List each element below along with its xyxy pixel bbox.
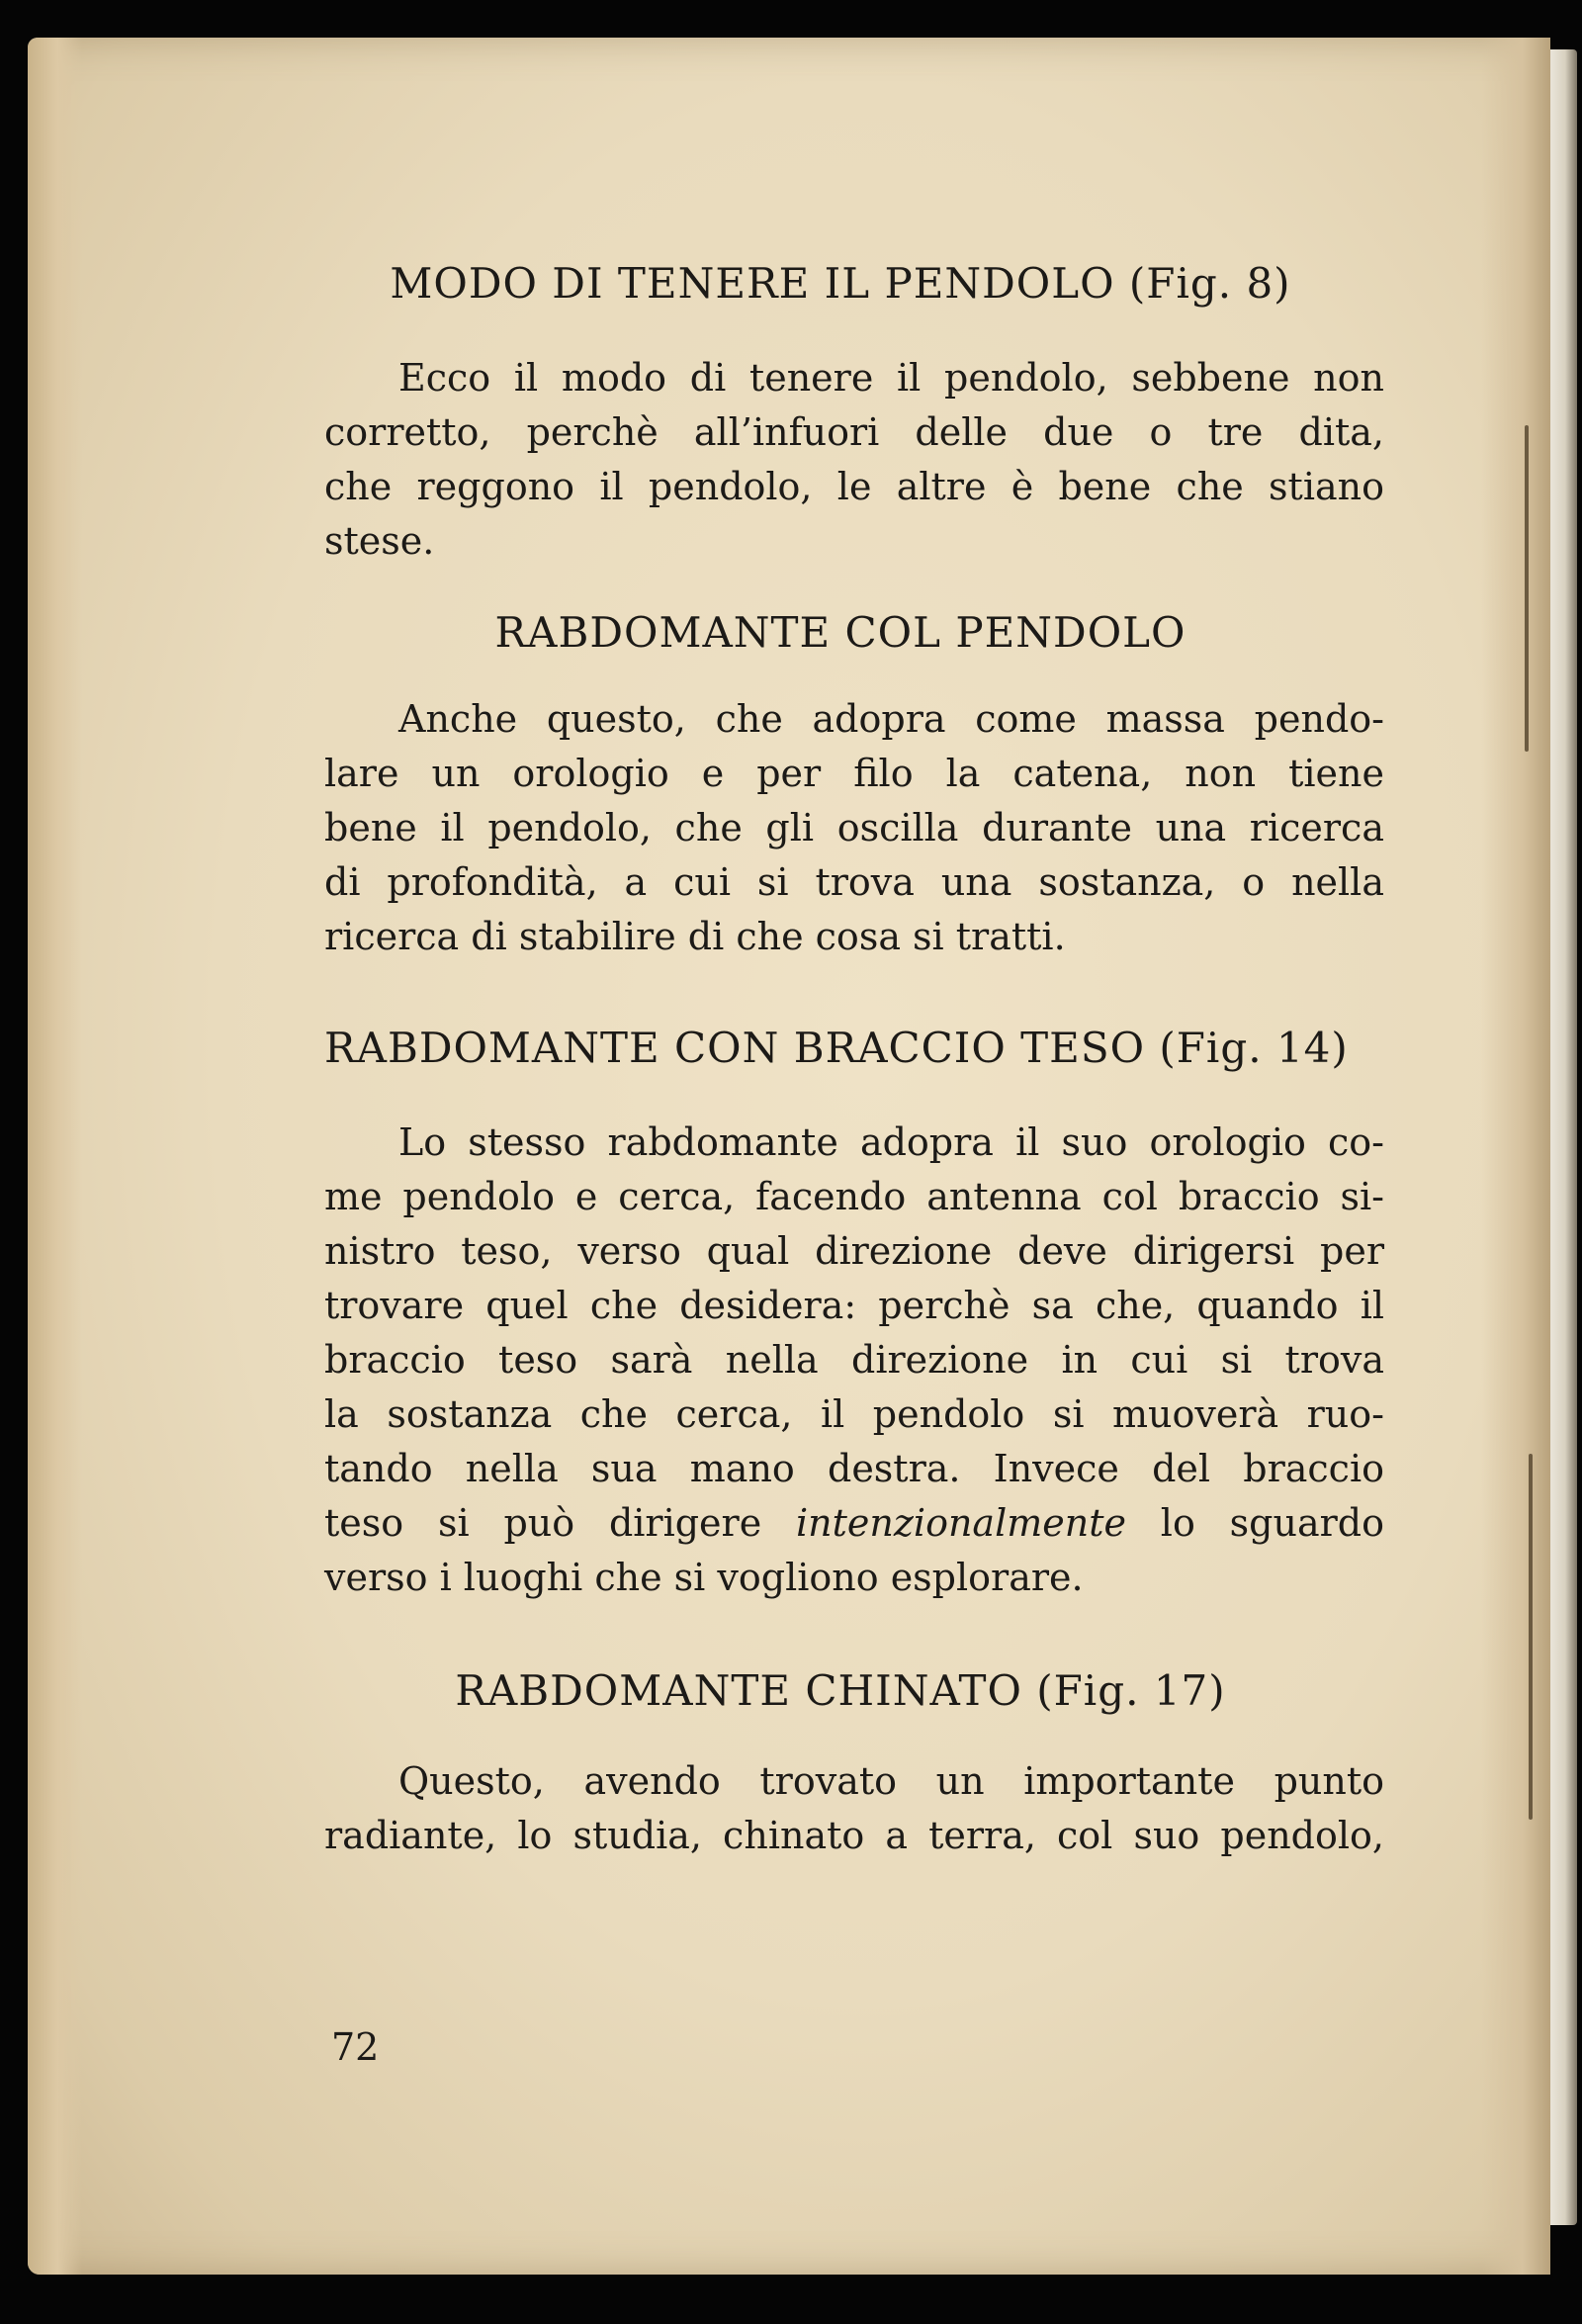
text-line <box>324 1496 1384 1551</box>
section-heading: RABDOMANTE CHINATO (Fig. 17) <box>455 1666 1226 1715</box>
paragraph <box>324 692 1384 964</box>
paragraph <box>324 1754 1384 1863</box>
text-fragment: lo sguardo <box>1125 1501 1384 1545</box>
italic-word: intenzionalmente <box>796 1501 1126 1545</box>
text-line: corretto, perchè all’infuori delle due o tre dita, <box>324 410 1384 454</box>
text-line: radiante, lo studia, chinato a terra, col suo pendolo, <box>324 1814 1384 1857</box>
text-line: Anche questo, che adopra come massa pendo- <box>398 697 1384 741</box>
text-line: bene il pendolo, che gli oscilla durante una ricerca <box>324 806 1384 849</box>
text-line: verso i luoghi che si vogliono esplorare. <box>324 1556 1084 1599</box>
text-line: Ecco il modo di tenere il pendolo, sebbene non <box>398 356 1384 400</box>
paragraph <box>324 1116 1384 1605</box>
text-line: lare un orologio e per filo la catena, non tiene <box>324 752 1384 795</box>
binding-thread <box>1529 1454 1533 1820</box>
binding-thread <box>1525 425 1529 752</box>
page-number: 72 <box>331 2025 380 2069</box>
text-line: che reggono il pendolo, le altre è bene che stiano <box>324 465 1384 508</box>
text-line: ricerca di stabilire di che cosa si tratti. <box>324 915 1066 958</box>
text-line: nistro teso, verso qual direzione deve dirigersi per <box>324 1229 1384 1273</box>
text-line: Lo stesso rabdomante adopra il suo orologio co- <box>398 1120 1384 1164</box>
section-heading: RABDOMANTE COL PENDOLO <box>494 608 1186 657</box>
text-line: tando nella sua mano destra. Invece del braccio <box>324 1447 1384 1490</box>
section-heading: MODO DI TENERE IL PENDOLO (Fig. 8) <box>390 259 1291 308</box>
text-line: trovare quel che desidera: perchè sa che, quando il <box>324 1284 1384 1327</box>
section-heading: RABDOMANTE CON BRACCIO TESO (Fig. 14) <box>324 1024 1349 1072</box>
text-line: Questo, avendo trovato un importante punto <box>398 1759 1384 1803</box>
text-line: di profondità, a cui si trova una sostanza, o nella <box>324 860 1384 904</box>
page-text <box>297 259 1384 1863</box>
text-line: me pendolo e cerca, facendo antenna col braccio si- <box>324 1175 1384 1218</box>
text-line: la sostanza che cerca, il pendolo si muoverà ruo- <box>324 1392 1384 1436</box>
paragraph <box>324 351 1384 569</box>
text-line: braccio teso sarà nella direzione in cui si trova <box>324 1338 1384 1382</box>
text-fragment: teso si può dirigere <box>324 1501 797 1545</box>
text-line: stese. <box>324 519 435 563</box>
